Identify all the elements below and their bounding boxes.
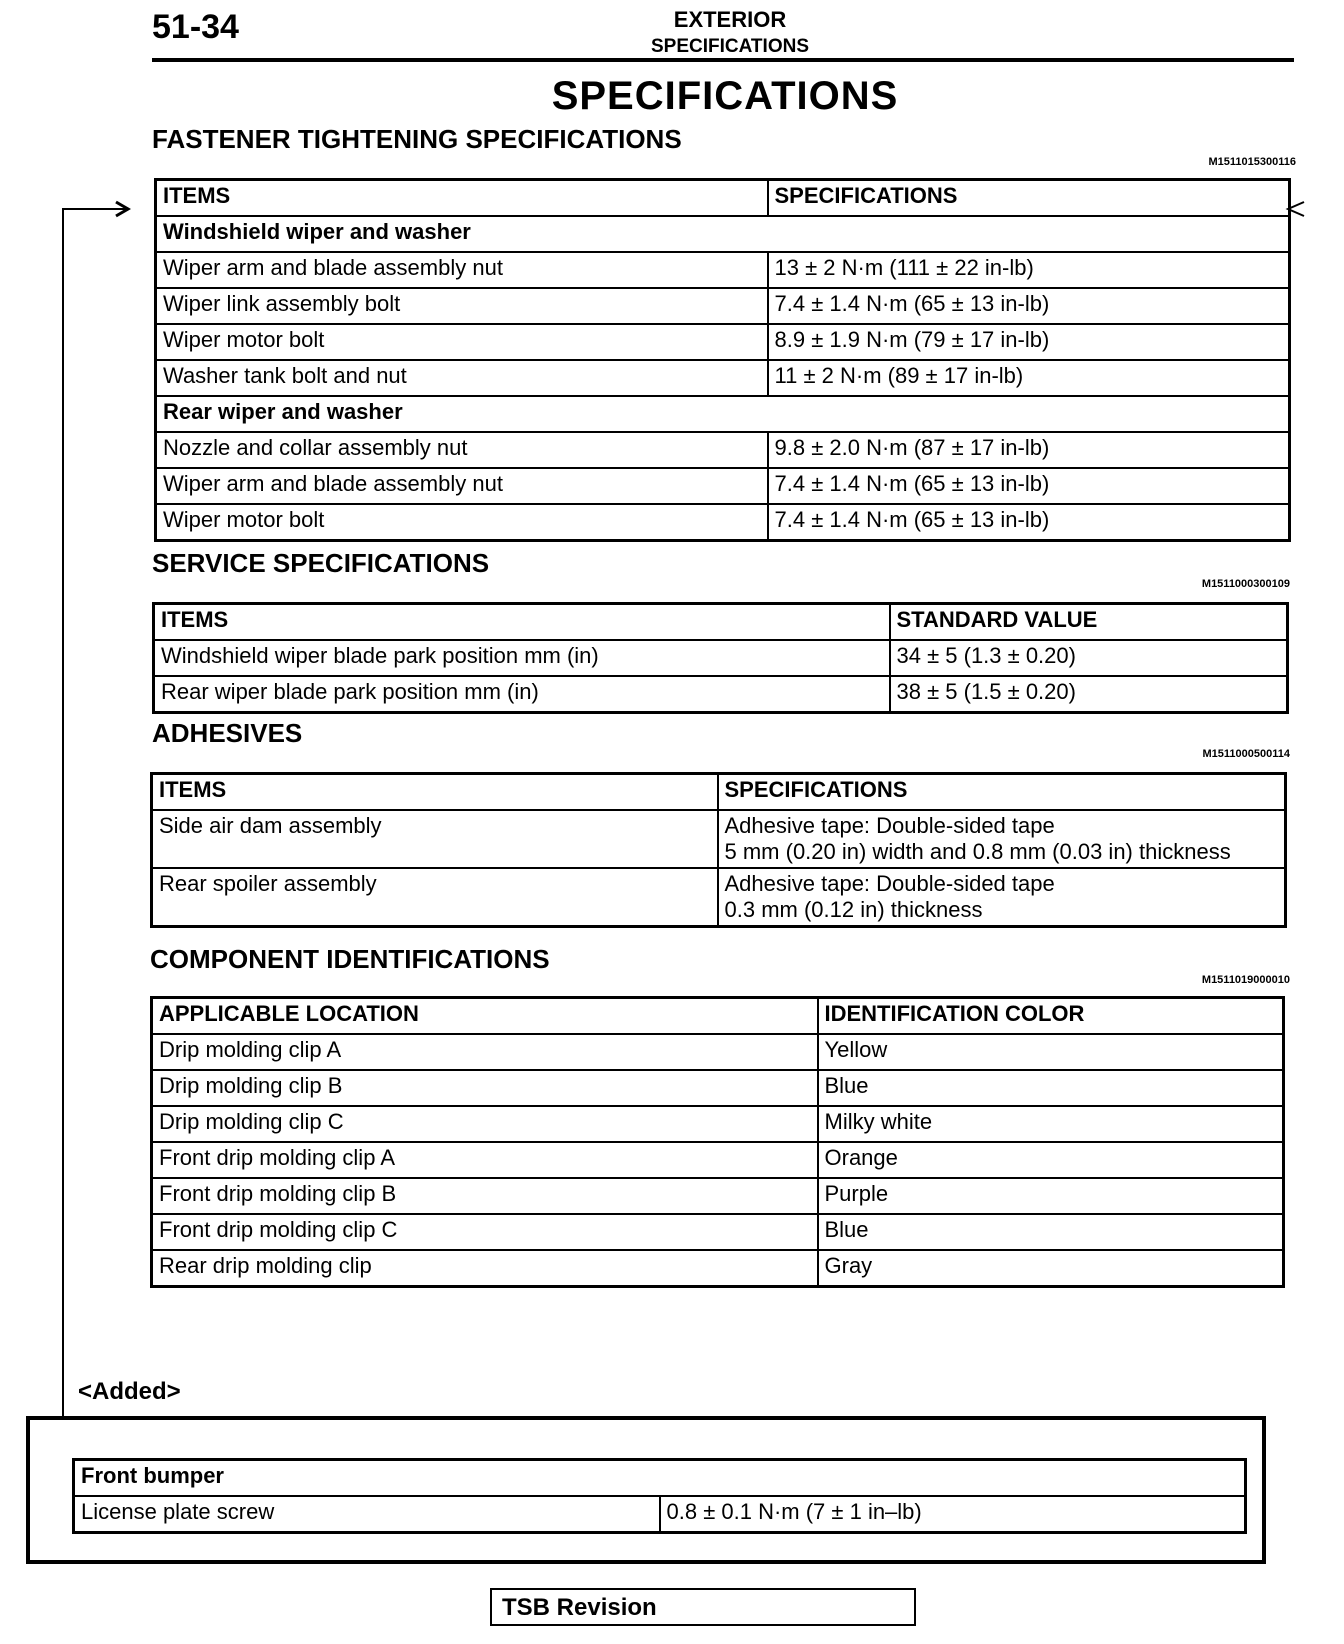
- service-section-title: SERVICE SPECIFICATIONS: [152, 548, 490, 578]
- header-rule: [152, 58, 1294, 62]
- location-cell: Drip molding clip C: [152, 1106, 818, 1142]
- item-cell: Nozzle and collar assembly nut: [156, 432, 768, 468]
- group-row: [156, 216, 1290, 252]
- spec-cell: 7.4 ± 1.4 N·m (65 ± 13 in-lb): [768, 468, 1290, 504]
- spec-cell: 0.8 ± 0.1 N·m (7 ± 1 in–lb): [660, 1496, 1246, 1533]
- col-items-header: ITEMS: [156, 180, 768, 217]
- item-cell: Wiper arm and blade assembly nut: [156, 252, 768, 288]
- table-header-row: [152, 774, 1286, 811]
- col-specs-header: SPECIFICATIONS: [718, 774, 1286, 811]
- change-bar: [62, 208, 64, 1418]
- item-cell: Windshield wiper blade park position mm (in): [154, 640, 890, 676]
- components-ref-code: M1511019000010: [1201, 974, 1290, 986]
- group-row: [156, 396, 1290, 432]
- table-row: [156, 504, 1290, 541]
- fastener-section-title: FASTENER TIGHTENING SPECIFICATIONS: [152, 124, 682, 154]
- color-cell: Purple: [818, 1178, 1284, 1214]
- group-label: Rear wiper and washer: [156, 396, 1290, 432]
- table-row: [156, 468, 1290, 504]
- page-number: 51-34: [152, 8, 239, 46]
- col-items-header: ITEMS: [154, 604, 890, 641]
- spec-cell: 11 ± 2 N·m (89 ± 17 in-lb): [768, 360, 1290, 396]
- spec-line: Adhesive tape: Double-sided tape: [724, 813, 1055, 838]
- color-cell: Blue: [818, 1214, 1284, 1250]
- group-label: Front bumper: [74, 1460, 1246, 1497]
- table-row: [152, 868, 1286, 927]
- table-row: [152, 1070, 1284, 1106]
- table-row: [152, 1106, 1284, 1142]
- table-row: [152, 1178, 1284, 1214]
- col-specs-header: SPECIFICATIONS: [768, 180, 1290, 217]
- item-cell: Side air dam assembly: [152, 810, 718, 868]
- item-cell: Washer tank bolt and nut: [156, 360, 768, 396]
- table-row: [152, 1142, 1284, 1178]
- spec-cell: [718, 868, 1286, 927]
- table-row: [152, 1034, 1284, 1070]
- added-table: [72, 1458, 1247, 1534]
- spec-cell: 9.8 ± 2.0 N·m (87 ± 17 in-lb): [768, 432, 1290, 468]
- item-cell: License plate screw: [74, 1496, 660, 1533]
- spec-line: Adhesive tape: Double-sided tape: [724, 871, 1055, 896]
- item-cell: Rear spoiler assembly: [152, 868, 718, 927]
- table-row: [152, 810, 1286, 868]
- header-subsection: SPECIFICATIONS: [651, 36, 809, 57]
- components-table: [150, 996, 1285, 1288]
- spec-line: 0.3 mm (0.12 in) thickness: [724, 897, 983, 922]
- value-cell: 34 ± 5 (1.3 ± 0.20): [890, 640, 1288, 676]
- item-cell: Wiper motor bolt: [156, 504, 768, 541]
- item-cell: Wiper motor bolt: [156, 324, 768, 360]
- table-row: [152, 1214, 1284, 1250]
- location-cell: Front drip molding clip C: [152, 1214, 818, 1250]
- change-arrow-left-icon: [100, 198, 140, 220]
- color-cell: Gray: [818, 1250, 1284, 1287]
- table-header-row: [156, 180, 1290, 217]
- spec-cell: 8.9 ± 1.9 N·m (79 ± 17 in-lb): [768, 324, 1290, 360]
- table-row: [154, 640, 1288, 676]
- table-row: [154, 676, 1288, 713]
- table-row: [152, 1250, 1284, 1287]
- location-cell: Drip molding clip B: [152, 1070, 818, 1106]
- table-row: [74, 1496, 1246, 1533]
- header-section: EXTERIOR: [673, 7, 787, 32]
- adhesives-section-title: ADHESIVES: [152, 718, 303, 748]
- location-cell: Drip molding clip A: [152, 1034, 818, 1070]
- table-row: [156, 288, 1290, 324]
- fastener-table: [154, 178, 1291, 542]
- spec-cell: 7.4 ± 1.4 N·m (65 ± 13 in-lb): [768, 288, 1290, 324]
- spec-cell: 13 ± 2 N·m (111 ± 22 in-lb): [768, 252, 1290, 288]
- location-cell: Front drip molding clip B: [152, 1178, 818, 1214]
- table-row: [156, 252, 1290, 288]
- spec-line: 5 mm (0.20 in) width and 0.8 mm (0.03 in) thickness: [724, 839, 1231, 864]
- color-cell: Yellow: [818, 1034, 1284, 1070]
- color-cell: Milky white: [818, 1106, 1284, 1142]
- table-header-row: [154, 604, 1288, 641]
- col-items-header: ITEMS: [152, 774, 718, 811]
- table-header-row: [152, 998, 1284, 1035]
- table-row: [156, 432, 1290, 468]
- fastener-ref-code: M1511015300116: [1208, 156, 1296, 168]
- adhesives-table: [150, 772, 1287, 928]
- components-section-title: COMPONENT IDENTIFICATIONS: [150, 944, 550, 974]
- location-cell: Rear drip molding clip: [152, 1250, 818, 1287]
- col-location-header: APPLICABLE LOCATION: [152, 998, 818, 1035]
- location-cell: Front drip molding clip A: [152, 1142, 818, 1178]
- added-label: <Added>: [78, 1378, 181, 1405]
- color-cell: Orange: [818, 1142, 1284, 1178]
- spec-cell: 7.4 ± 1.4 N·m (65 ± 13 in-lb): [768, 504, 1290, 541]
- group-label: Windshield wiper and washer: [156, 216, 1290, 252]
- service-table: [152, 602, 1289, 714]
- spec-cell: [718, 810, 1286, 868]
- service-ref-code: M1511000300109: [1201, 578, 1290, 590]
- item-cell: Rear wiper blade park position mm (in): [154, 676, 890, 713]
- item-cell: Wiper arm and blade assembly nut: [156, 468, 768, 504]
- tsb-revision-box: TSB Revision: [490, 1588, 916, 1626]
- group-row: [74, 1460, 1246, 1497]
- color-cell: Blue: [818, 1070, 1284, 1106]
- value-cell: 38 ± 5 (1.5 ± 0.20): [890, 676, 1288, 713]
- table-row: [156, 324, 1290, 360]
- item-cell: Wiper link assembly bolt: [156, 288, 768, 324]
- adhesives-ref-code: M1511000500114: [1202, 748, 1290, 760]
- table-row: [156, 360, 1290, 396]
- col-value-header: STANDARD VALUE: [890, 604, 1288, 641]
- page-title: SPECIFICATIONS: [551, 74, 899, 118]
- col-color-header: IDENTIFICATION COLOR: [818, 998, 1284, 1035]
